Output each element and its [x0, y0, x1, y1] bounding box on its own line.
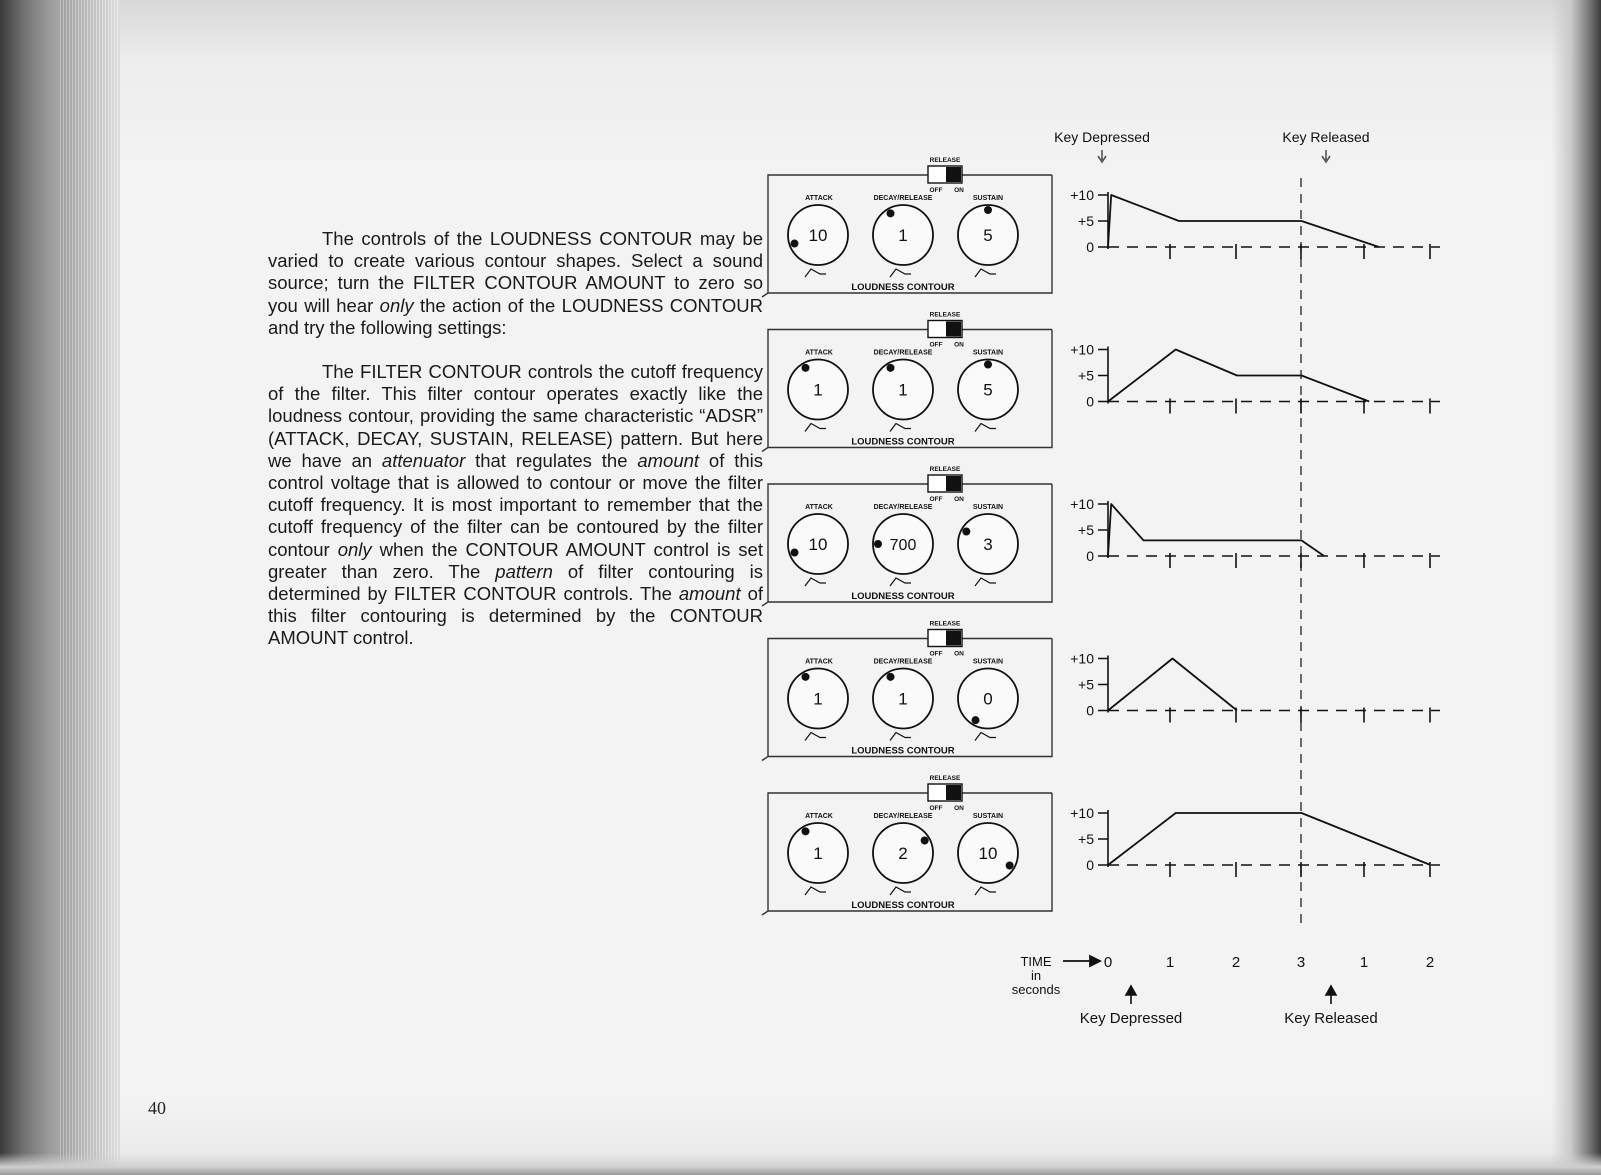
italic-emphasis: only: [379, 294, 414, 316]
x-tick-label: 3: [1296, 954, 1306, 971]
y-tick-label: +5: [1078, 367, 1094, 384]
decay-contour-glyph: [890, 269, 911, 277]
sustain-knob-indicator: [984, 206, 992, 214]
sustain-label: SUSTAIN: [972, 658, 1004, 666]
text-run: the action of the LOUDNESS CONTOUR and try the following settings:: [268, 294, 763, 338]
decay-contour-glyph: [890, 733, 911, 741]
decay-knob-indicator: [887, 673, 895, 681]
x-tick-label: 0: [1103, 954, 1113, 971]
panel-title: LOUDNESS CONTOUR: [851, 745, 955, 757]
y-tick-label: +5: [1078, 522, 1094, 538]
decay-value: 1: [898, 226, 908, 245]
sustain-label: SUSTAIN: [972, 349, 1004, 357]
sustain-value: 5: [983, 380, 993, 400]
sustain-label: SUSTAIN: [972, 195, 1004, 202]
contour-graph: [1070, 651, 1440, 723]
key-depressed-label-top: Key Depressed: [1054, 129, 1150, 145]
sustain-knob-indicator: [972, 716, 980, 724]
sustain-contour-glyph: [975, 424, 996, 432]
arrow-up-icon: [1126, 986, 1136, 1004]
sustain-label: SUSTAIN: [972, 813, 1004, 820]
release-label: RELEASE: [929, 157, 961, 164]
time-label: TIME: [1020, 954, 1052, 969]
time-label-in: in: [1030, 968, 1042, 983]
release-switch-knob: [946, 785, 961, 800]
text-run: of this control voltage that is allowed to contour or move the filter cutoff frequency. It is most important to remember that the cutoff frequency of the filter can be contoured by the filter contour: [268, 449, 764, 560]
decay-knob-indicator: [887, 364, 895, 372]
decay-value: 2: [898, 844, 908, 863]
off-label: OFF: [929, 496, 943, 503]
y-tick-label: +10: [1070, 187, 1094, 203]
attack-knob-indicator: [791, 240, 799, 248]
sustain-value: 10: [978, 844, 998, 863]
y-tick-label: 0: [1086, 548, 1094, 564]
y-tick-label: +10: [1070, 650, 1094, 667]
panel-title: LOUDNESS CONTOUR: [851, 282, 955, 293]
x-tick-label: 2: [1231, 954, 1241, 971]
sustain-contour-glyph: [975, 269, 996, 277]
sustain-value: 0: [983, 689, 993, 709]
attack-knob-indicator: [802, 827, 810, 835]
text-run: The controls of the LOUDNESS CONTOUR may be varied to create various contour shapes. Select a sound source; turn the FILTER CONTOUR AMOUNT to zero so you will hear: [268, 228, 763, 316]
sustain-value: 5: [983, 226, 993, 245]
attack-knob-indicator: [791, 549, 799, 557]
page-number: 40: [148, 1098, 166, 1118]
release-switch-knob: [946, 631, 961, 646]
text-run: of filter contouring is determined by FILTER CONTOUR controls. The: [268, 560, 763, 605]
decay-label: DECAY/RELEASE: [873, 658, 933, 666]
contour-panel: [762, 775, 1052, 915]
on-label: ON: [954, 805, 964, 812]
x-tick-label: 1: [1165, 954, 1175, 971]
y-tick-label: +5: [1078, 676, 1094, 693]
text-run: The FILTER CONTOUR controls the cutoff frequency of the filter. This filter contour operates exactly like the loudness contour, providing the same characteristic “ADSR” (ATTACK, DECAY, SUSTAIN, RELEASE) pattern. But here we have an: [268, 361, 763, 471]
panel-title: LOUDNESS CONTOUR: [851, 436, 955, 448]
release-label: RELEASE: [929, 466, 961, 473]
on-label: ON: [954, 496, 964, 503]
italic-emphasis: only: [337, 538, 372, 560]
decay-knob-indicator: [874, 540, 882, 548]
attack-value: 10: [808, 535, 828, 554]
sustain-knob-indicator: [1006, 862, 1014, 870]
sustain-knob-indicator: [984, 361, 992, 369]
envelope-line: [1108, 504, 1324, 556]
attack-contour-glyph: [805, 887, 826, 895]
y-tick-label: 0: [1086, 702, 1094, 719]
sustain-contour-glyph: [975, 887, 996, 895]
y-tick-label: +10: [1070, 341, 1094, 358]
envelope-line: [1108, 813, 1431, 865]
decay-contour-glyph: [890, 424, 911, 432]
attack-value: 10: [808, 226, 828, 245]
on-label: ON: [954, 187, 964, 194]
envelope-line: [1108, 195, 1379, 247]
off-label: OFF: [929, 650, 943, 658]
text-run: that regulates the: [465, 449, 638, 471]
italic-emphasis: amount: [637, 449, 700, 471]
release-label: RELEASE: [929, 311, 961, 319]
attack-knob-indicator: [802, 364, 810, 372]
arrow-down-icon: [1098, 150, 1106, 162]
x-tick-label: 1: [1359, 954, 1369, 971]
envelope-line: [1108, 659, 1237, 711]
decay-label: DECAY/RELEASE: [873, 504, 933, 511]
text-run: of this filter contouring is determined by the CONTOUR AMOUNT control.: [268, 583, 764, 649]
decay-contour-glyph: [890, 887, 911, 895]
x-tick-label: 2: [1425, 954, 1435, 971]
attack-value: 1: [813, 689, 823, 709]
sustain-knob-indicator: [962, 528, 970, 536]
italic-emphasis: attenuator: [381, 449, 466, 471]
decay-knob-indicator: [921, 837, 929, 845]
attack-contour-glyph: [805, 269, 826, 277]
italic-emphasis: amount: [678, 583, 741, 605]
panel-title: LOUDNESS CONTOUR: [851, 900, 955, 911]
arrow-up-icon: [1326, 986, 1336, 1004]
arrow-down-icon: [1322, 150, 1330, 162]
y-tick-label: +5: [1078, 831, 1094, 847]
text-run: when the CONTOUR AMOUNT control is set greater than zero. The: [268, 538, 763, 582]
attack-label: ATTACK: [805, 504, 833, 511]
sustain-value: 3: [983, 535, 993, 554]
contour-panel: [762, 312, 1052, 452]
decay-value: 700: [889, 537, 917, 554]
on-label: ON: [954, 341, 964, 349]
key-depressed-label: Key Depressed: [1079, 1010, 1183, 1027]
contour-graph: [1070, 496, 1440, 568]
key-released-label-top: Key Released: [1282, 129, 1370, 145]
release-label: RELEASE: [929, 775, 961, 782]
off-label: OFF: [929, 805, 943, 812]
decay-knob-indicator: [887, 209, 895, 217]
decay-label: DECAY/RELEASE: [873, 195, 933, 202]
sustain-contour-glyph: [975, 578, 996, 586]
y-tick-label: 0: [1086, 239, 1094, 255]
y-tick-label: 0: [1086, 393, 1094, 410]
release-label: RELEASE: [929, 620, 961, 628]
contour-graph: [1070, 805, 1440, 877]
attack-contour-glyph: [805, 578, 826, 586]
contour-panel: [762, 157, 1052, 297]
attack-label: ATTACK: [805, 813, 833, 820]
release-switch-knob: [946, 322, 961, 337]
y-tick-label: 0: [1086, 857, 1094, 873]
decay-label: DECAY/RELEASE: [873, 349, 933, 357]
sustain-contour-glyph: [975, 733, 996, 741]
attack-label: ATTACK: [805, 349, 833, 357]
y-tick-label: +10: [1070, 805, 1094, 821]
contour-graph: [1070, 187, 1440, 259]
italic-emphasis: pattern: [495, 560, 553, 582]
on-label: ON: [954, 650, 964, 658]
attack-label: ATTACK: [805, 195, 833, 202]
envelope-line: [1108, 350, 1369, 402]
y-tick-label: +10: [1070, 496, 1094, 512]
contour-graph: [1070, 342, 1440, 414]
key-released-label: Key Released: [1284, 1010, 1378, 1027]
sustain-label: SUSTAIN: [972, 504, 1004, 511]
decay-contour-glyph: [890, 578, 911, 586]
attack-contour-glyph: [805, 733, 826, 741]
contour-panel: [762, 466, 1052, 606]
attack-value: 1: [813, 844, 823, 863]
decay-value: 1: [898, 689, 908, 709]
time-label-seconds: seconds: [1011, 982, 1061, 997]
y-tick-label: +5: [1078, 213, 1094, 229]
attack-value: 1: [813, 380, 823, 400]
attack-label: ATTACK: [805, 658, 833, 666]
attack-knob-indicator: [802, 673, 810, 681]
decay-value: 1: [898, 380, 908, 400]
panel-title: LOUDNESS CONTOUR: [851, 591, 955, 602]
release-switch-knob: [946, 167, 961, 182]
decay-label: DECAY/RELEASE: [873, 813, 933, 820]
off-label: OFF: [929, 341, 943, 349]
attack-contour-glyph: [805, 424, 826, 432]
off-label: OFF: [929, 187, 943, 194]
arrow-right-icon: [1063, 956, 1100, 966]
contour-panel: [762, 621, 1052, 761]
release-switch-knob: [946, 476, 961, 491]
